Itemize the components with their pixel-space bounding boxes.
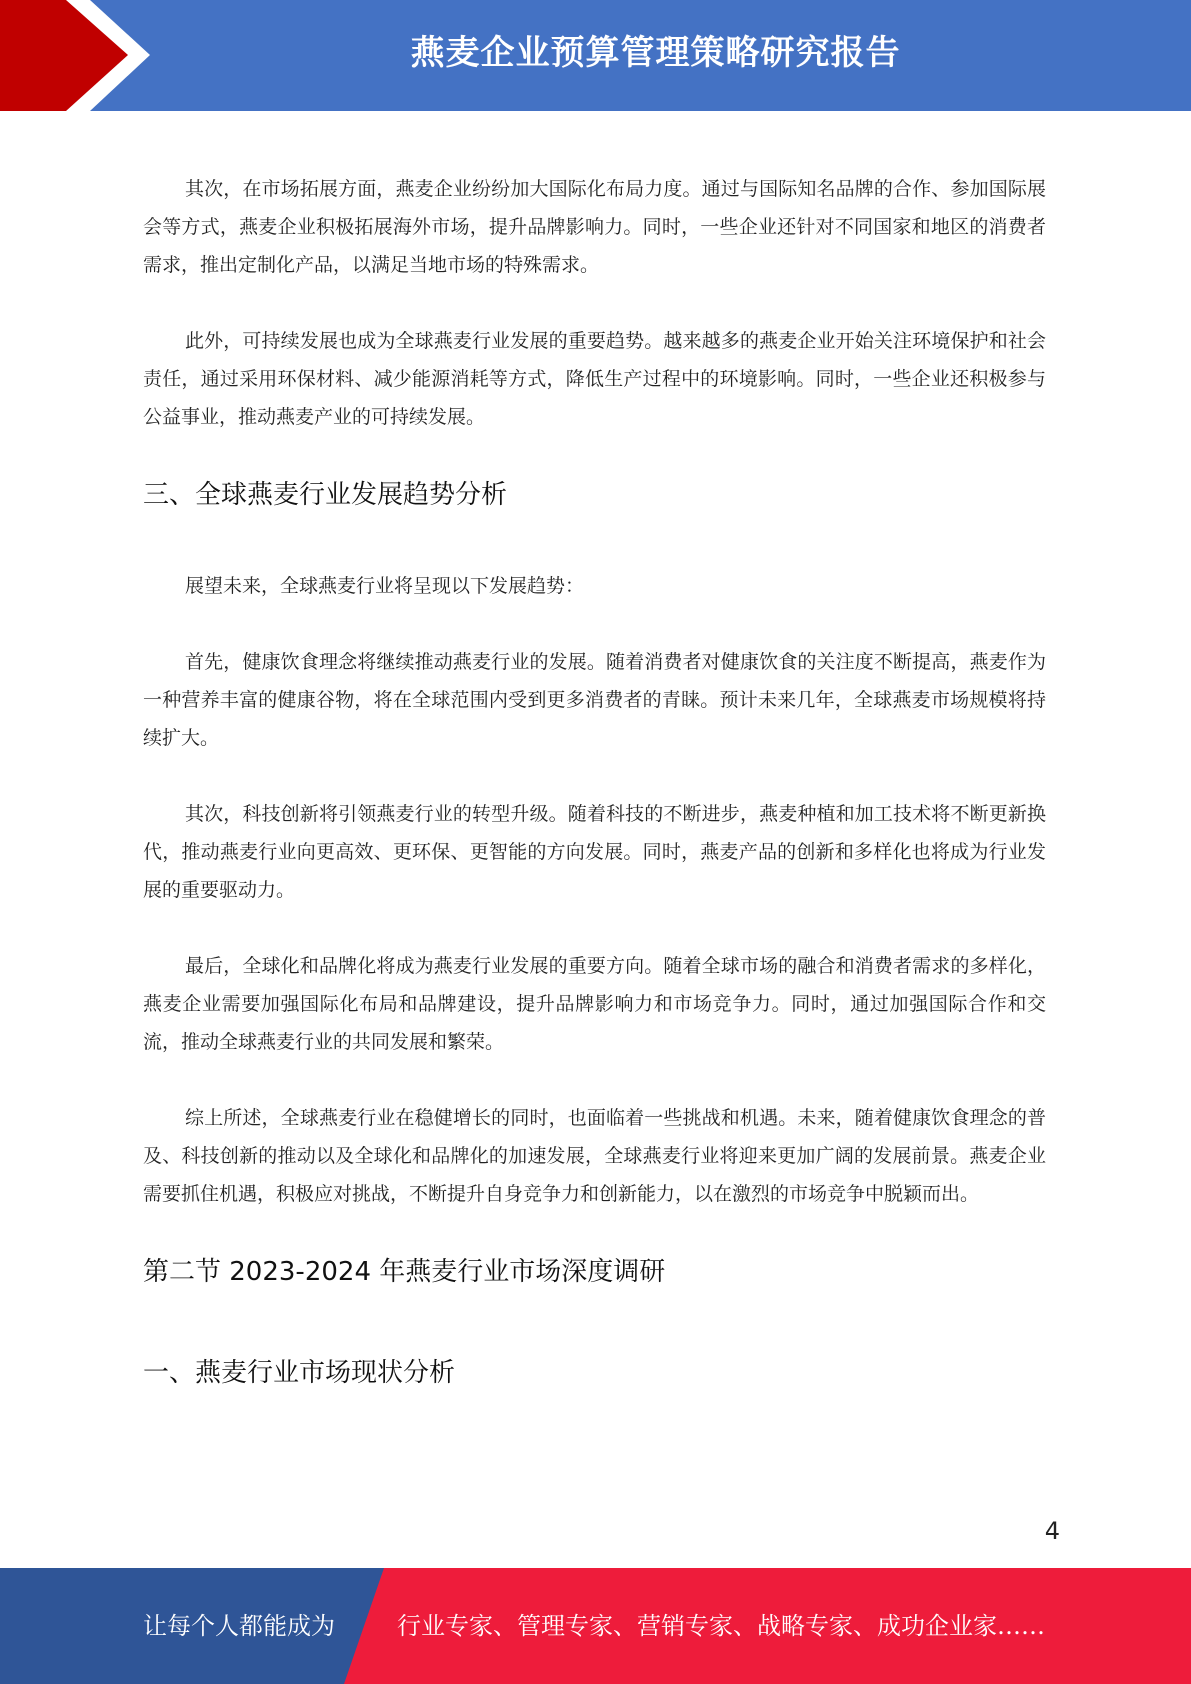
paragraph: 展望未来，全球燕麦行业将呈现以下发展趋势：: [185, 575, 585, 597]
report-title: 燕麦企业预算管理策略研究报告: [410, 33, 901, 73]
page-footer: [0, 1568, 1191, 1684]
header-red-arrow-decoration: [0, 0, 160, 111]
paragraph: 其次，在市场拓展方面，燕麦企业纷纷加大国际化布局力度。通过与国际知名品牌的合作、参加国际展会等方式，燕麦企业积极拓展海外市场，提升品牌影响力。同时，一些企业还针对不同国家和地区的消费者需求，推出定制化产品，以满足当地市场的特殊需求。: [143, 178, 1046, 276]
footer-slogan-right: 行业专家、管理专家、营销专家、战略专家、成功企业家……: [397, 1612, 1045, 1640]
paragraph: 首先，健康饮食理念将继续推动燕麦行业的发展。随着消费者对健康饮食的关注度不断提高，燕麦作为一种营养丰富的健康谷物，将在全球范围内受到更多消费者的青睐。预计未来几年，全球燕麦市场规模将持续扩大。: [143, 651, 1046, 749]
page-number: 4: [1044, 1517, 1060, 1545]
subsection-heading: 一、燕麦行业市场现状分析: [143, 1358, 456, 1388]
paragraph: 此外，可持续发展也成为全球燕麦行业发展的重要趋势。越来越多的燕麦企业开始关注环境保护和社会责任，通过采用环保材料、减少能源消耗等方式，降低生产过程中的环境影响。同时，一些企业还积极参与公益事业，推动燕麦产业的可持续发展。: [143, 330, 1046, 428]
document-body: [143, 170, 1046, 1389]
page-header: [0, 0, 1191, 111]
chapter-section-heading: 第二节 2023-2024 年燕麦行业市场深度调研: [143, 1257, 666, 1287]
paragraph: 其次，科技创新将引领燕麦行业的转型升级。随着科技的不断进步，燕麦种植和加工技术将不断更新换代，推动燕麦行业向更高效、更环保、更智能的方向发展。同时，燕麦产品的创新和多样化也将成为行业发展的重要驱动力。: [143, 803, 1046, 901]
footer-slogan-left: 让每个人都能成为: [143, 1612, 335, 1640]
section-heading: 三、全球燕麦行业发展趋势分析: [143, 480, 508, 510]
paragraph: 最后，全球化和品牌化将成为燕麦行业发展的重要方向。随着全球市场的融合和消费者需求的多样化，燕麦企业需要加强国际化布局和品牌建设，提升品牌影响力和市场竞争力。同时，通过加强国际合作和交流，推动全球燕麦行业的共同发展和繁荣。: [143, 955, 1046, 1053]
paragraph: 综上所述，全球燕麦行业在稳健增长的同时，也面临着一些挑战和机遇。未来，随着健康饮食理念的普及、科技创新的推动以及全球化和品牌化的加速发展，全球燕麦行业将迎来更加广阔的发展前景。燕麦企业需要抓住机遇，积极应对挑战，不断提升自身竞争力和创新能力，以在激烈的市场竞争中脱颖而出。: [143, 1107, 1046, 1205]
